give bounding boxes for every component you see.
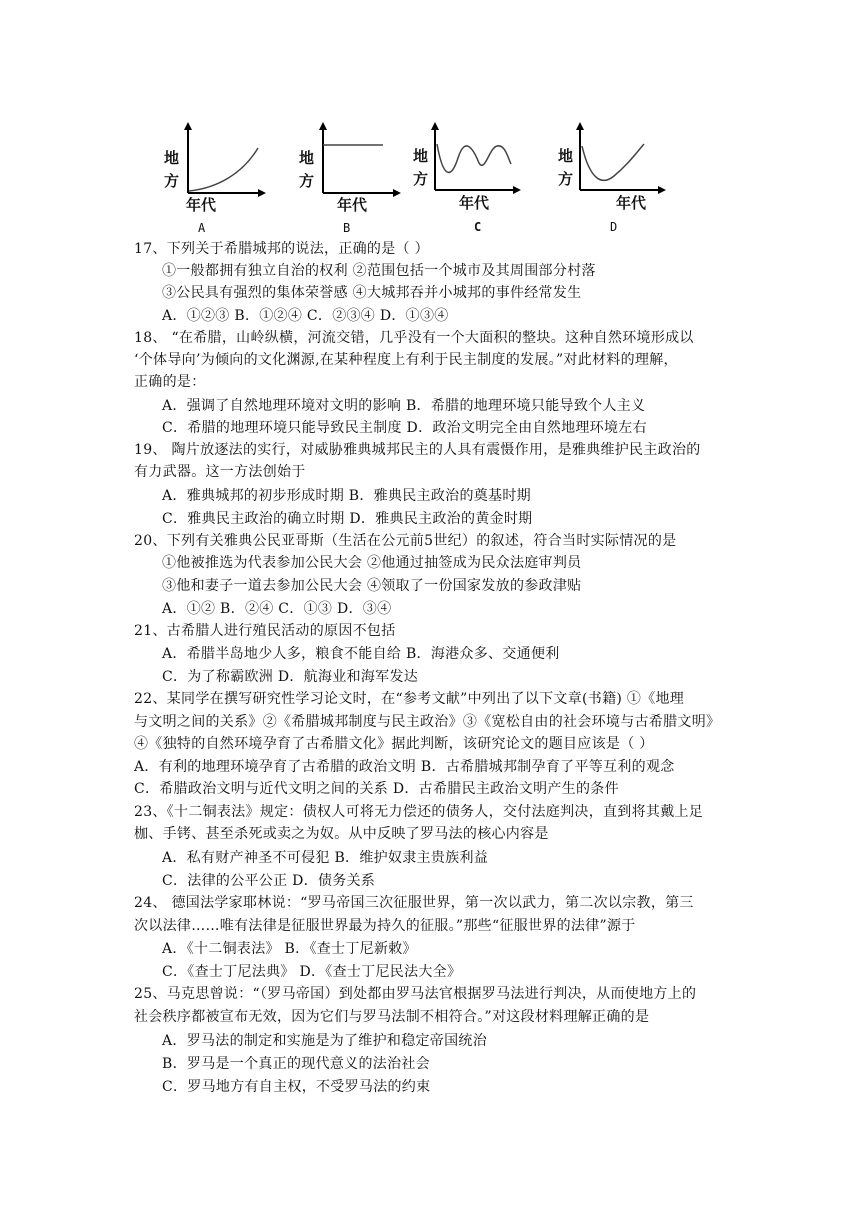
question-23-options-1: A．私有财产神圣不可侵犯 B．维护奴隶主贵族利益	[162, 850, 489, 866]
graph-d-ylabel-2: 方	[558, 170, 574, 188]
question-22-stem-1: 22、某同学在撰写研究性学习论文时，在“参考文献”中列出了以下文章(书籍) ①《地理	[134, 691, 685, 707]
graph-a-caption: A	[198, 221, 206, 235]
question-19-stem-1: 19、 陶片放逐法的实行，对威胁雅典城邦民主的人具有震慑作用，是雅典维护民主政治的	[134, 442, 701, 458]
graph-a-ylabel-2: 方	[164, 172, 180, 190]
graph-a-curve	[189, 148, 258, 191]
graph-c-xlabel: 年代	[459, 194, 490, 212]
graph-b-xlabel: 年代	[337, 196, 368, 214]
question-24-stem-2: 次以法律……唯有法律是征服世界最为持久的征服。”那些“征服世界的法律”源于	[134, 918, 636, 934]
question-20-statements-2: ③他和妻子一道去参加公民大会 ④领取了一份国家发放的参政津贴	[162, 578, 582, 594]
graph-b-ylabel-1: 地	[299, 149, 315, 167]
graph-c	[413, 118, 523, 236]
graph-c-curve	[437, 144, 511, 172]
graph-d	[558, 118, 668, 236]
question-18-options-1: A．强调了自然地理环境对文明的影响 B．希腊的地理环境只能导致个人主义	[162, 398, 646, 414]
question-25-option-c: C．罗马地方有自主权，不受罗马法的约束	[162, 1079, 431, 1095]
question-17-statements-2: ③公民具有强烈的集体荣誉感 ④大城邦吞并小城邦的事件经常发生	[162, 285, 582, 301]
question-20-options: A．①② B．②④ C．①③ D．③④	[162, 601, 392, 617]
question-25-option-a: A．罗马法的制定和实施是为了维护和稳定帝国统治	[162, 1033, 488, 1049]
question-21-stem: 21、古希腊人进行殖民活动的原因不包括	[134, 623, 396, 639]
question-19-stem-2: 有力武器。这一方法创始于	[134, 464, 306, 480]
graph-c-caption: C	[474, 220, 482, 234]
graph-a	[158, 118, 268, 236]
question-22-stem-2: 与文明之间的关系》②《希腊城邦制度与民主政治》③《宽松自由的社会环境与古希腊文明》	[134, 714, 721, 730]
answer-graphs	[158, 118, 678, 238]
graph-d-curve	[582, 144, 644, 180]
question-25-stem-2: 社会秩序都被宣布无效，因为它们与罗马法制不相符合。”对这段材料理解正确的是	[134, 1009, 650, 1025]
question-18-options-2: C．希腊的地理环境只能导致民主制度 D．政治文明完全由自然地理环境左右	[162, 420, 647, 436]
graph-d-ylabel-1: 地	[558, 147, 574, 165]
graph-c-ylabel-2: 方	[413, 170, 429, 188]
question-24-options-1: A．《十二铜表法》 B．《查士丁尼新敕》	[162, 941, 417, 957]
question-21-options-1: A．希腊半岛地少人多，粮食不能自给 B．海港众多、交通便利	[162, 646, 560, 662]
graph-b-ylabel-2: 方	[299, 172, 315, 190]
question-25-option-b: B．罗马是一个真正的现代意义的法治社会	[162, 1056, 430, 1072]
graph-c-ylabel-1: 地	[413, 147, 429, 165]
question-21-options-2: C．为了称霸欧洲 D．航海业和海军发达	[162, 669, 419, 685]
question-18-stem-3: 正确的是：	[134, 374, 206, 390]
question-17-statements-1: ①一般都拥有独立自治的权利 ②范围包括一个城市及其周围部分村落	[162, 263, 596, 279]
graph-d-xlabel: 年代	[616, 194, 647, 212]
graph-d-caption: D	[610, 220, 618, 234]
question-22-options-2: C．希腊政治文明与近代文明之间的关系 D．古希腊民主政治文明产生的条件	[134, 781, 619, 797]
question-25-stem-1: 25、马克思曾说：“（罗马帝国）到处都由罗马法官根据罗马法进行判决，从而使地方上的	[134, 986, 697, 1002]
graph-a-ylabel-1: 地	[164, 149, 180, 167]
graph-b	[293, 118, 403, 236]
question-23-stem-2: 枷、手铐、甚至杀死或卖之为奴。从中反映了罗马法的核心内容是	[134, 826, 549, 842]
question-24-options-2: C．《查士丁尼法典》 D．《查士丁尼民法大全》	[162, 964, 462, 980]
question-24-stem-1: 24、 德国法学家耶林说：“罗马帝国三次征服世界，第一次以武力，第二次以宗教，第三	[134, 895, 694, 911]
question-19-options-1: A．雅典城邦的初步形成时期 B．雅典民主政治的奠基时期	[162, 488, 531, 504]
question-22-stem-3: ④《独特的自然环境孕育了古希腊文化》据此判断，该研究论文的题目应该是（ ）	[134, 736, 654, 752]
graph-b-caption: B	[343, 221, 351, 235]
question-22-options-1: A．有利的地理环境孕育了古希腊的政治文明 B．古希腊城邦制孕育了平等互利的观念	[134, 759, 675, 775]
graph-c-plot	[413, 118, 523, 236]
question-20-stem: 20、下列有关雅典公民亚哥斯（生活在公元前5世纪）的叙述，符合当时实际情况的是	[134, 533, 677, 549]
question-17-stem: 17、下列关于希腊城邦的说法，正确的是（ ）	[134, 241, 429, 257]
question-18-stem-2: ‘个体导向’为倾向的文化渊源,在某种程度上有利于民主制度的发展。”对此材料的理解，	[134, 352, 678, 368]
question-17-options: A．①②③ B．①②④ C．②③④ D．①③④	[162, 308, 449, 324]
question-20-statements-1: ①他被推选为代表参加公民大会 ②他通过抽签成为民众法庭审判员	[162, 555, 582, 571]
graph-a-xlabel: 年代	[186, 196, 217, 214]
question-18-stem-1: 18、 “在希腊，山岭纵横，河流交错，几乎没有一个大面积的整块。这种自然环境形成以	[134, 330, 694, 346]
question-23-stem-1: 23、《十二铜表法》规定：债权人可将无力偿还的债务人，交付法庭判决，直到将其戴上足	[134, 804, 704, 820]
question-19-options-2: C．雅典民主政治的确立时期 D．雅典民主政治的黄金时期	[162, 511, 533, 527]
question-23-options-2: C．法律的公平公正 D．债务关系	[162, 873, 376, 889]
